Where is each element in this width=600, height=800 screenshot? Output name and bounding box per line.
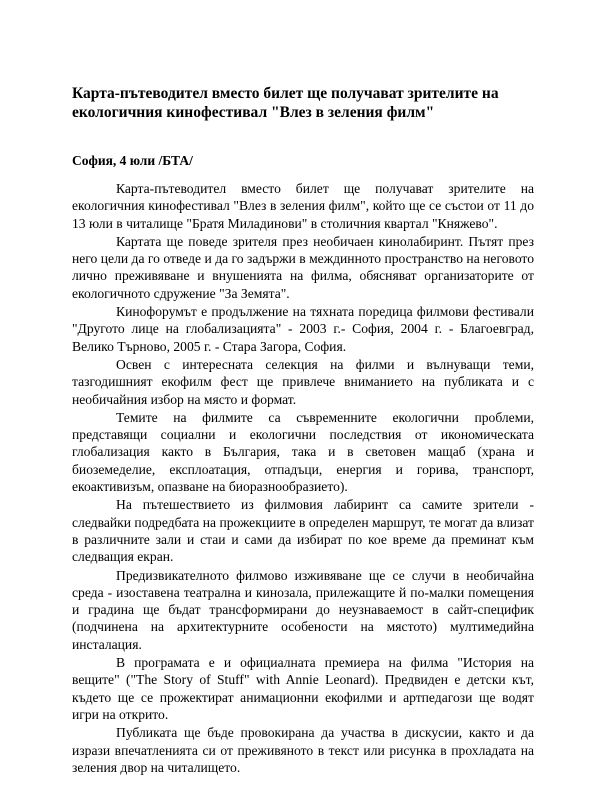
article-paragraph: Темите на филмите са съвременните екологични проблеми, представящи социални и екологични последствия от икономическата глобализация както в България, така и в световен мащаб (храна и биоземеделие, експлоатация, отпадъци, енергия и горива, транспорт, екоактивизъм, опазване на биоразнообразието). xyxy=(72,409,534,495)
article-title: Карта-пътеводител вместо билет ще получават зрителите на екологичния кинофестивал "Влез в зеления филм" xyxy=(72,85,499,121)
article-body xyxy=(72,180,534,777)
article-paragraph: На пътешествието из филмовия лабиринт са самите зрители - следвайки подредбата на прожекциите в определен маршрут, те могат да влизат в различните зали и стаи и сами да избират по кое време да преминат към следващия екран. xyxy=(72,497,534,565)
article-paragraph: Освен с интересната селекция на филми и вълнуващи теми, тазгодишният екофилм фест ще привлече вниманието на публиката и с необичайния избор на място и формат. xyxy=(72,356,534,407)
article-paragraph: Карта-пътеводител вместо билет ще получават зрителите на екологичния кинофестивал "Влез в зеления филм", който ще се състои от 11 до 13 юли в читалище "Братя Миладинови" в столичния квартал "Княжево". xyxy=(72,181,534,231)
article-paragraph: Предизвикателното филмово изживяване ще се случи в необичайна среда - изоставена театрална и кинозала, прилежащите й по-малки помещения и градина ще бъдат трансформирани до неузнаваемост в сайт-специфик (подчинена на архитектурните особености на мястото) мултимедийна инсталация. xyxy=(72,567,534,652)
article-paragraph: В програмата е и официалната премиера на филма "История на вещите" ("The Story of Stuff" with Annie Leonard). Предвиден е детски кът, където ще се прожектират анимационни екофилми и артпедагози ще водят игри на открито. xyxy=(72,655,534,722)
article-paragraph: Кинофорумът е продължение на тяхната поредица филмови фестивали "Другото лице на глобализацията" - 2003 г.- София, 2004 г. - Благоевград, Велико Търново, 2005 г. - Стара Загора, София. xyxy=(72,304,534,354)
article-paragraph: Картата ще поведе зрителя през необичаен кинолабиринт. Пътят през него цели да го отведе и да го задържи в междинното пространство на неговото лично преживяване и внушенията на филма, обясняват организаторите от екологичното сдружение "За Земята". xyxy=(72,233,534,301)
article-dateline: София, 4 юли /БТА/ xyxy=(72,153,193,168)
article-paragraph: Публиката ще бъде провокирана да участва в дискусии, както и да изрази впечатленията си от преживяното в текст или рисунка в прохладата на зеления двор на читалището. xyxy=(72,725,534,775)
